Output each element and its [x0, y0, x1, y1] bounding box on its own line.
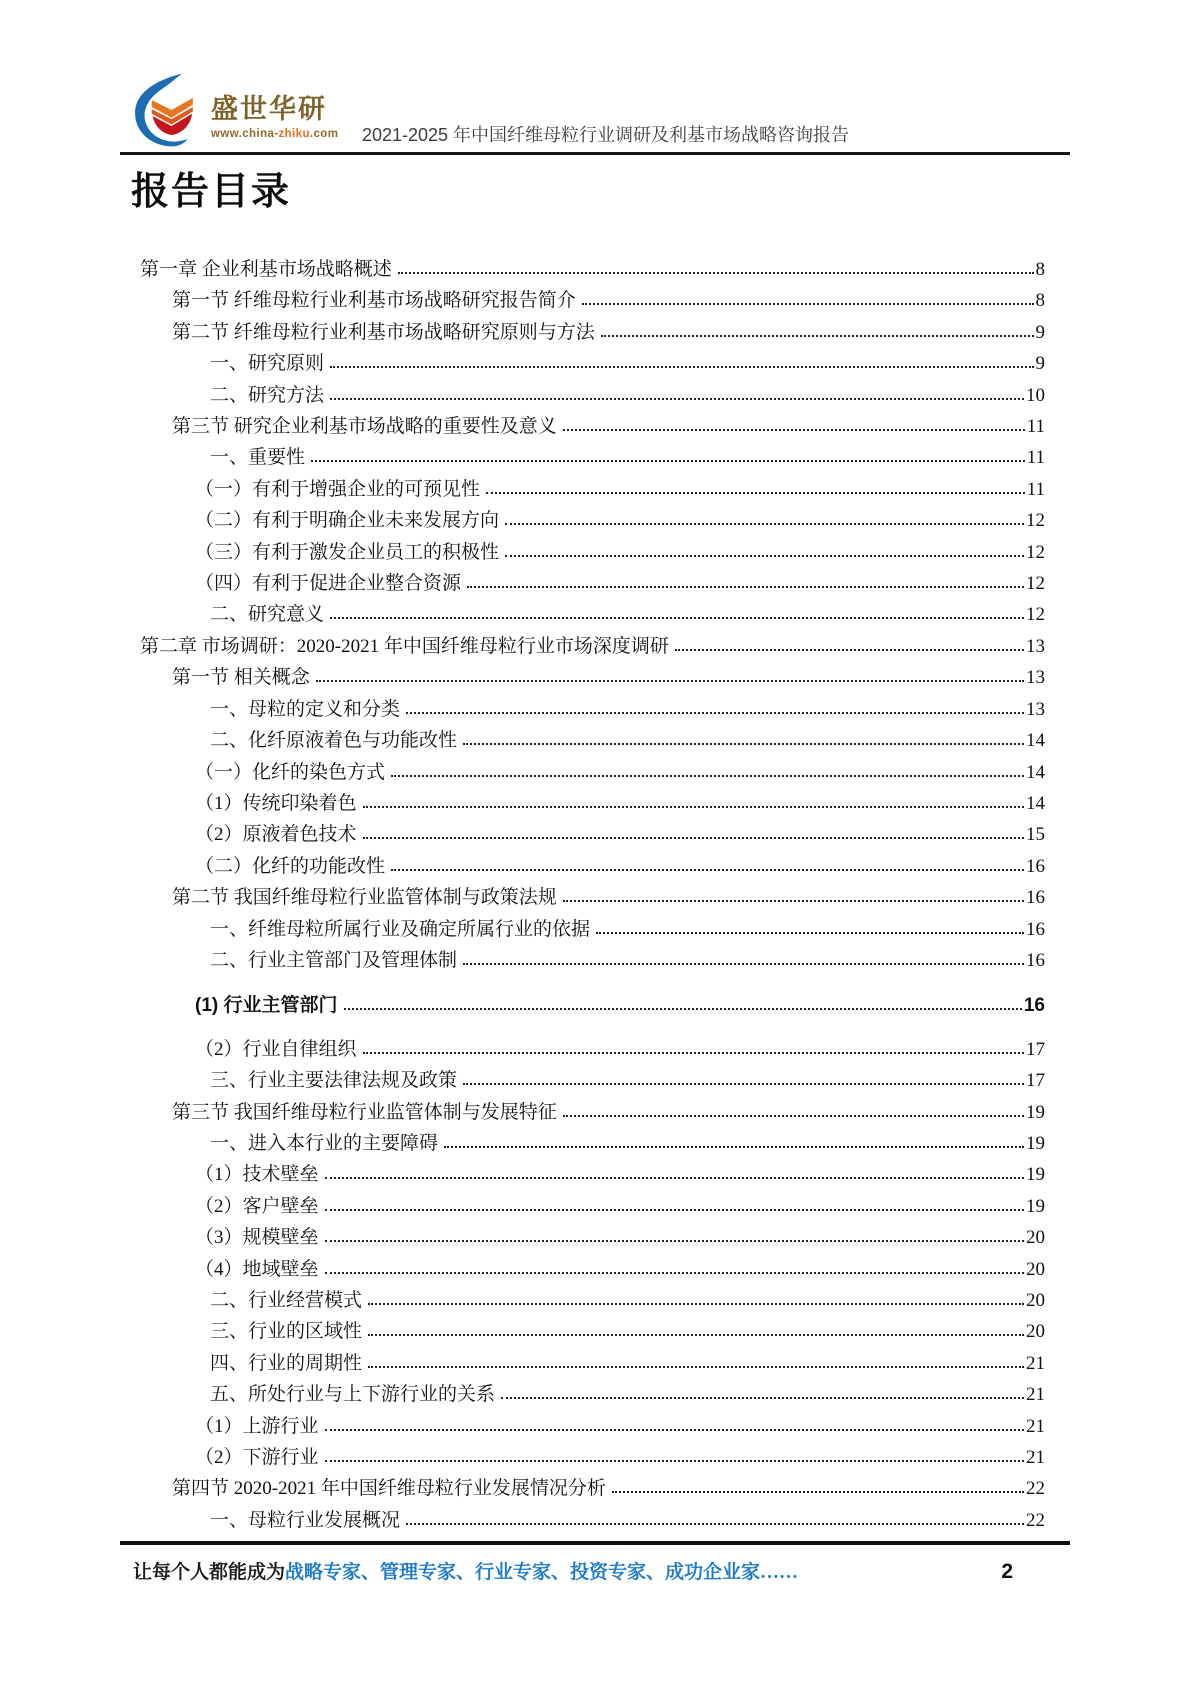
toc-entry-page: 9 — [1035, 353, 1045, 375]
toc-entry — [133, 1316, 1045, 1347]
toc-entry-title: （三）有利于激发企业员工的积极性 — [195, 541, 500, 563]
toc-leader-dots — [363, 806, 1024, 808]
toc-entry — [133, 945, 1045, 976]
toc-entry-title: （2）客户壁垒 — [195, 1195, 319, 1217]
toc-entry-page: 11 — [1026, 478, 1045, 500]
toc-entry-page: 16 — [1026, 949, 1045, 971]
toc-entry-title: 二、化纤原液着色与功能改性 — [210, 730, 458, 752]
toc-entry — [133, 914, 1045, 945]
toc-entry — [133, 474, 1045, 505]
toc-entry-page: 19 — [1026, 1132, 1045, 1154]
toc-entry-page: 16 — [1023, 995, 1045, 1017]
toc-entry-title: （一）有利于增强企业的可预见性 — [195, 478, 481, 500]
toc-list — [133, 254, 1045, 1536]
toc-entry-title: （二）化纤的功能改性 — [195, 855, 386, 877]
toc-leader-dots — [563, 429, 1025, 431]
toc-entry-page: 9 — [1035, 321, 1045, 343]
toc-leader-dots — [325, 1177, 1024, 1179]
toc-entry-page: 14 — [1026, 730, 1045, 752]
toc-leader-dots — [505, 555, 1024, 557]
toc-leader-dots — [368, 1303, 1024, 1305]
toc-leader-dots — [563, 1115, 1024, 1117]
toc-entry-title: （一）化纤的染色方式 — [195, 761, 386, 783]
toc-leader-dots — [463, 963, 1024, 965]
toc-entry — [133, 788, 1045, 819]
toc-entry — [133, 285, 1045, 316]
toc-entry-page: 12 — [1026, 604, 1045, 626]
footer-slogan-prefix: 让每个人都能成为 — [133, 1562, 286, 1583]
toc-entry-page: 19 — [1026, 1164, 1045, 1186]
toc-entry — [133, 851, 1045, 882]
toc-leader-dots — [325, 1272, 1024, 1274]
toc-entry-title: 三、行业的区域性 — [210, 1321, 363, 1343]
toc-leader-dots — [398, 272, 1034, 274]
toc-entry-page: 22 — [1026, 1478, 1045, 1500]
toc-entry — [133, 1159, 1045, 1190]
logo-url-suffix: .com — [309, 128, 339, 140]
toc-entry-title: （四）有利于促进企业整合资源 — [195, 573, 462, 595]
toc-entry-page: 13 — [1026, 667, 1045, 689]
toc-entry — [133, 819, 1045, 850]
toc-entry-page: 20 — [1026, 1321, 1045, 1343]
toc-entry-page: 17 — [1026, 1070, 1045, 1092]
toc-entry — [133, 348, 1045, 379]
toc-entry — [133, 757, 1045, 788]
toc-entry-page: 11 — [1026, 447, 1045, 469]
toc-entry-title: 一、母粒行业发展概况 — [210, 1509, 401, 1531]
toc-leader-dots — [444, 1146, 1024, 1148]
toc-entry-page: 16 — [1026, 918, 1045, 940]
toc-leader-dots — [368, 1334, 1024, 1336]
toc-leader-dots — [344, 1008, 1022, 1010]
toc-entry-title: （1）技术壁垒 — [195, 1164, 319, 1186]
toc-entry-title: 第四节 2020-2021 年中国纤维母粒行业发展情况分析 — [172, 1478, 606, 1500]
toc-leader-dots — [596, 932, 1024, 934]
toc-entry — [133, 568, 1045, 599]
toc-entry-page: 19 — [1026, 1101, 1045, 1123]
toc-entry-title: 第二节 纤维母粒行业利基市场战略研究原则与方法 — [172, 321, 595, 343]
toc-entry — [133, 1191, 1045, 1222]
toc-leader-dots — [363, 837, 1024, 839]
footer-divider — [120, 1541, 1070, 1545]
toc-entry-page: 21 — [1026, 1352, 1045, 1374]
toc-entry-page: 12 — [1026, 541, 1045, 563]
toc-entry-title: 第一节 相关概念 — [172, 667, 310, 689]
toc-leader-dots — [330, 366, 1033, 368]
toc-leader-dots — [406, 712, 1024, 714]
toc-entry — [133, 254, 1045, 285]
toc-entry-page: 22 — [1026, 1509, 1045, 1531]
toc-leader-dots — [463, 1083, 1024, 1085]
toc-entry — [133, 537, 1045, 568]
toc-entry-title: （2）原液着色技术 — [195, 824, 357, 846]
toc-leader-dots — [325, 1460, 1024, 1462]
toc-entry — [133, 317, 1045, 348]
footer-slogan — [133, 1560, 798, 1587]
toc-entry-title: 第一章 企业利基市场战略概述 — [140, 259, 392, 280]
toc-entry-title: （1）上游行业 — [195, 1415, 319, 1437]
toc-leader-dots — [582, 303, 1034, 305]
toc-entry — [133, 1505, 1045, 1536]
toc-entry-page: 12 — [1026, 510, 1045, 532]
toc-leader-dots — [486, 492, 1025, 494]
toc-entry-page: 12 — [1026, 573, 1045, 595]
toc-entry — [133, 1285, 1045, 1316]
toc-entry-title: 一、重要性 — [210, 447, 306, 469]
toc-entry — [133, 505, 1045, 536]
toc-entry-title: 第三节 我国纤维母粒行业监管体制与发展特征 — [172, 1101, 557, 1123]
toc-entry-title: 一、母粒的定义和分类 — [210, 698, 401, 720]
footer-slogan-highlight: 战略专家、管理专家、行业专家、投资专家、成功企业家…… — [285, 1562, 799, 1583]
toc-entry — [133, 411, 1045, 442]
toc-entry-page: 13 — [1026, 698, 1045, 720]
toc-entry — [133, 1348, 1045, 1379]
toc-leader-dots — [325, 1429, 1024, 1431]
toc-entry — [133, 1411, 1045, 1442]
toc-entry-page: 21 — [1026, 1384, 1045, 1406]
toc-leader-dots — [501, 1397, 1024, 1399]
toc-entry-title: 第三节 研究企业利基市场战略的重要性及意义 — [172, 416, 557, 438]
toc-entry-page: 17 — [1026, 1038, 1045, 1060]
toc-entry — [133, 1065, 1045, 1096]
toc-entry-title: 二、研究方法 — [210, 384, 325, 406]
toc-entry — [133, 882, 1045, 913]
toc-entry-title: 五、所处行业与上下游行业的关系 — [210, 1384, 496, 1406]
toc-entry-title: 二、研究意义 — [210, 604, 325, 626]
toc-entry — [133, 599, 1045, 630]
toc-entry-title: 一、纤维母粒所属行业及确定所属行业的依据 — [210, 918, 591, 940]
toc-leader-dots — [363, 1052, 1024, 1054]
toc-leader-dots — [330, 617, 1024, 619]
toc-leader-dots — [316, 680, 1024, 682]
toc-leader-dots — [325, 1240, 1024, 1242]
toc-leader-dots — [467, 586, 1024, 588]
toc-entry-page: 20 — [1026, 1290, 1045, 1311]
toc-entry — [133, 1442, 1045, 1473]
toc-entry — [133, 990, 1045, 1021]
toc-entry-title: 二、行业经营模式 — [210, 1290, 363, 1311]
toc-entry-page: 19 — [1026, 1195, 1045, 1217]
toc-entry-title: （2）行业自律组织 — [195, 1038, 357, 1060]
toc-entry — [133, 631, 1045, 662]
toc-entry-page: 10 — [1026, 384, 1045, 406]
toc-entry-page: 8 — [1035, 290, 1045, 312]
toc-entry-page: 13 — [1026, 635, 1045, 657]
toc-leader-dots — [311, 460, 1025, 462]
toc-entry-page: 11 — [1026, 416, 1045, 438]
toc-entry-title: 四、行业的周期性 — [210, 1352, 363, 1374]
toc-entry-title: 一、研究原则 — [210, 353, 325, 375]
toc-entry-title: （2）下游行业 — [195, 1447, 319, 1469]
toc-entry-title: 第一节 纤维母粒行业利基市场战略研究报告简介 — [172, 290, 576, 312]
report-header-title: 2021-2025 年中国纤维母粒行业调研及利基市场战略咨询报告 — [361, 125, 850, 145]
toc-entry-page: 20 — [1026, 1258, 1045, 1280]
toc-entry-title: 第二章 市场调研：2020-2021 年中国纤维母粒行业市场深度调研 — [140, 635, 669, 657]
toc-entry-page: 14 — [1026, 761, 1045, 783]
logo-url-mid: zhiku — [278, 128, 310, 140]
toc-entry — [133, 1379, 1045, 1410]
toc-entry — [133, 380, 1045, 411]
toc-leader-dots — [391, 775, 1024, 777]
toc-leader-dots — [406, 1523, 1024, 1525]
logo-company-name: 盛世华研 — [211, 94, 327, 124]
toc-entry-title: 二、行业主管部门及管理体制 — [210, 949, 458, 971]
toc-entry-title: （二）有利于明确企业未来发展方向 — [195, 510, 500, 532]
toc-leader-dots — [368, 1366, 1024, 1368]
toc-leader-dots — [325, 1209, 1024, 1211]
toc-entry-page: 21 — [1026, 1447, 1045, 1469]
toc-entry-page: 21 — [1026, 1415, 1045, 1437]
toc-entry — [133, 1034, 1045, 1065]
toc-entry-page: 15 — [1026, 824, 1045, 846]
toc-entry — [133, 1222, 1045, 1253]
toc-leader-dots — [675, 649, 1024, 651]
toc-leader-dots — [463, 743, 1024, 745]
toc-entry — [133, 442, 1045, 473]
toc-entry-page: 16 — [1026, 855, 1045, 877]
toc-entry-title: 一、进入本行业的主要障碍 — [210, 1132, 439, 1154]
toc-entry-page: 8 — [1035, 259, 1045, 280]
toc-entry-title: （4）地域壁垒 — [195, 1258, 319, 1280]
logo-url-prefix: www.china- — [211, 128, 279, 140]
toc-entry-title: （3）规模壁垒 — [195, 1227, 319, 1249]
toc-entry-title: 三、行业主要法律法规及政策 — [210, 1070, 458, 1092]
toc-entry — [133, 725, 1045, 756]
toc-leader-dots — [391, 869, 1024, 871]
toc-entry-title: 第二节 我国纤维母粒行业监管体制与政策法规 — [172, 887, 557, 909]
toc-entry — [133, 694, 1045, 725]
toc-entry-page: 16 — [1026, 887, 1045, 909]
toc-entry-title: （1）传统印染着色 — [195, 792, 357, 814]
toc-entry — [133, 1097, 1045, 1128]
toc-leader-dots — [505, 523, 1024, 525]
page-number: 2 — [1001, 1560, 1013, 1583]
toc-entry — [133, 1254, 1045, 1285]
toc-leader-dots — [601, 335, 1034, 337]
toc-entry-page: 20 — [1026, 1227, 1045, 1249]
toc-entry — [133, 662, 1045, 693]
toc-entry-title: (1) 行业主管部门 — [195, 995, 338, 1017]
footer — [133, 1560, 1071, 1587]
toc-leader-dots — [563, 900, 1024, 902]
toc-entry-page: 14 — [1026, 792, 1045, 814]
toc-entry — [133, 1128, 1045, 1159]
page-title: 报告目录 — [131, 171, 292, 213]
header-divider — [120, 152, 1070, 155]
toc-entry — [133, 1473, 1045, 1504]
toc-leader-dots — [612, 1491, 1024, 1493]
toc-leader-dots — [330, 398, 1024, 400]
